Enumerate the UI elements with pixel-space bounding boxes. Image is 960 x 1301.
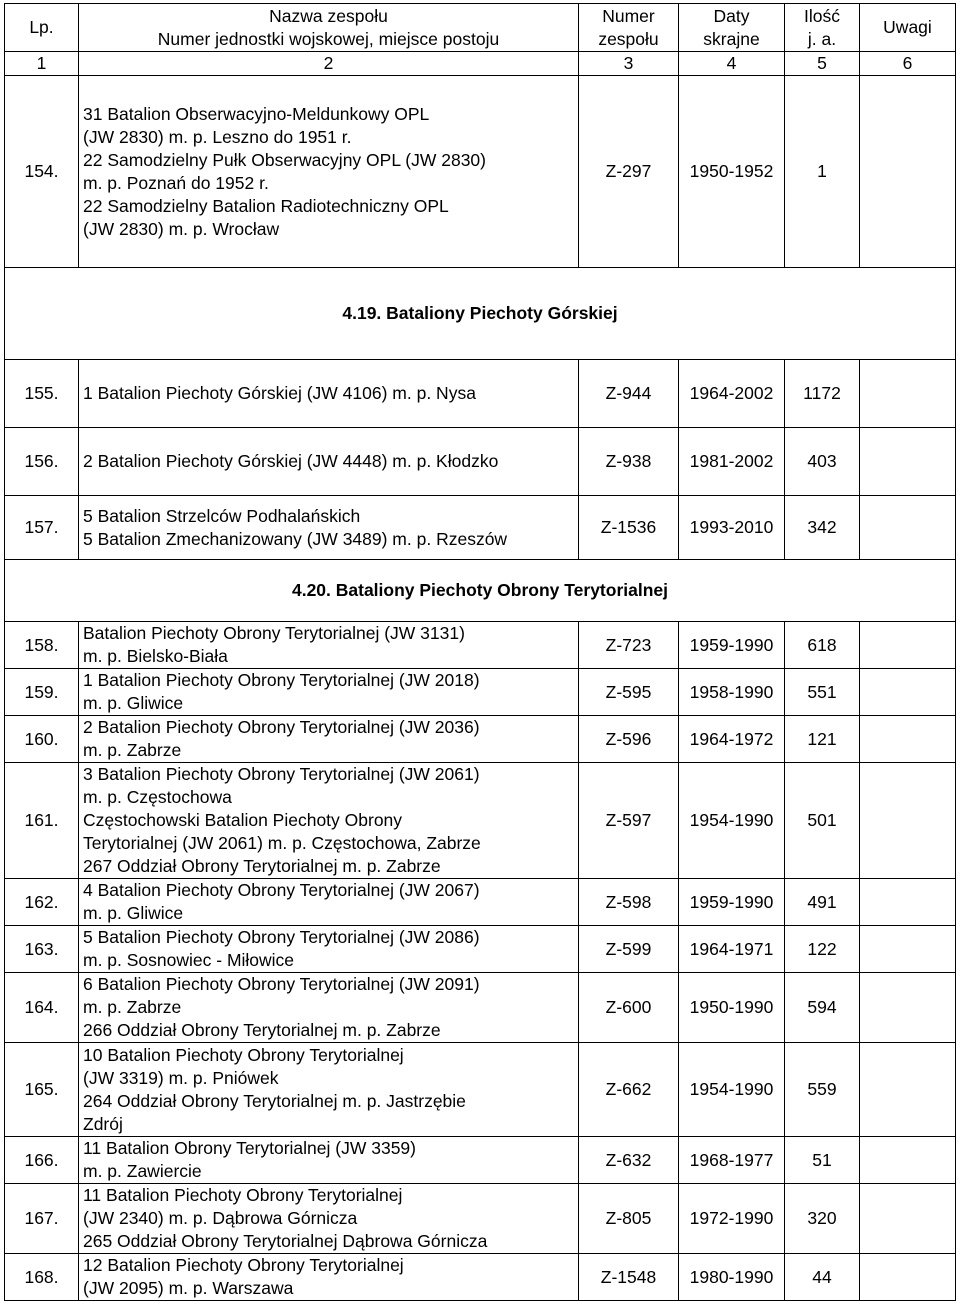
- header-row: [5, 4, 956, 52]
- row-name: 2 Batalion Piechoty Obrony Terytorialnej (JW 2036) m. p. Zabrze: [79, 716, 579, 763]
- row-number: Z-297: [579, 76, 679, 268]
- row-number: Z-1536: [579, 496, 679, 560]
- table-row: [5, 428, 956, 496]
- row-notes: [860, 496, 956, 560]
- row-quantity: 1172: [785, 360, 860, 428]
- section-row: [5, 268, 956, 360]
- header-quantity: Ilość j. a.: [785, 4, 860, 52]
- row-number: Z-598: [579, 879, 679, 926]
- row-notes: [860, 428, 956, 496]
- column-number: 4: [679, 52, 785, 76]
- row-dates: 1964-1972: [679, 716, 785, 763]
- row-quantity: 491: [785, 879, 860, 926]
- row-notes: [860, 879, 956, 926]
- row-lp: 156.: [5, 428, 79, 496]
- row-quantity: 342: [785, 496, 860, 560]
- row-name: 5 Batalion Strzelców Podhalańskich 5 Batalion Zmechanizowany (JW 3489) m. p. Rzeszów: [79, 496, 579, 560]
- row-notes: [860, 669, 956, 716]
- table-row: [5, 496, 956, 560]
- row-notes: [860, 76, 956, 268]
- table-row: [5, 926, 956, 973]
- row-number: Z-1548: [579, 1254, 679, 1301]
- row-quantity: 122: [785, 926, 860, 973]
- row-quantity: 594: [785, 973, 860, 1043]
- row-dates: 1993-2010: [679, 496, 785, 560]
- table-row: [5, 1254, 956, 1301]
- row-name: 1 Batalion Piechoty Obrony Terytorialnej (JW 2018) m. p. Gliwice: [79, 669, 579, 716]
- row-lp: 164.: [5, 973, 79, 1043]
- table-row: [5, 1184, 956, 1254]
- row-quantity: 403: [785, 428, 860, 496]
- row-name: 3 Batalion Piechoty Obrony Terytorialnej (JW 2061) m. p. Częstochowa Częstochowski Batalion Piechoty Obrony Terytorialnej (JW 2061) m. p. Częstochowa, Zabrze 267 Oddział Obrony Terytorialnej m. p. Zabrze: [79, 763, 579, 879]
- section-row: [5, 560, 956, 622]
- row-lp: 165.: [5, 1043, 79, 1137]
- row-number: Z-599: [579, 926, 679, 973]
- row-dates: 1981-2002: [679, 428, 785, 496]
- row-notes: [860, 716, 956, 763]
- column-number: 3: [579, 52, 679, 76]
- row-number: Z-805: [579, 1184, 679, 1254]
- row-lp: 159.: [5, 669, 79, 716]
- row-notes: [860, 973, 956, 1043]
- header-dates: Daty skrajne: [679, 4, 785, 52]
- table-row: [5, 879, 956, 926]
- table-row: [5, 360, 956, 428]
- row-number: Z-632: [579, 1137, 679, 1184]
- row-quantity: 501: [785, 763, 860, 879]
- row-dates: 1980-1990: [679, 1254, 785, 1301]
- row-notes: [860, 1043, 956, 1137]
- row-dates: 1950-1952: [679, 76, 785, 268]
- row-dates: 1950-1990: [679, 973, 785, 1043]
- row-notes: [860, 1254, 956, 1301]
- header-lp: Lp.: [5, 4, 79, 52]
- row-lp: 166.: [5, 1137, 79, 1184]
- row-notes: [860, 622, 956, 669]
- header-name: Nazwa zespołu Numer jednostki wojskowej, miejsce postoju: [79, 4, 579, 52]
- row-name: 11 Batalion Piechoty Obrony Terytorialnej (JW 2340) m. p. Dąbrowa Górnicza 265 Oddział Obrony Terytorialnej Dąbrowa Górnicza: [79, 1184, 579, 1254]
- header-notes: Uwagi: [860, 4, 956, 52]
- row-name: 12 Batalion Piechoty Obrony Terytorialnej (JW 2095) m. p. Warszawa: [79, 1254, 579, 1301]
- row-lp: 168.: [5, 1254, 79, 1301]
- row-lp: 162.: [5, 879, 79, 926]
- row-name: 1 Batalion Piechoty Górskiej (JW 4106) m. p. Nysa: [79, 360, 579, 428]
- row-dates: 1954-1990: [679, 763, 785, 879]
- row-number: Z-596: [579, 716, 679, 763]
- row-dates: 1959-1990: [679, 622, 785, 669]
- header-number: Numer zespołu: [579, 4, 679, 52]
- register-table: [4, 3, 956, 1301]
- row-dates: 1964-1971: [679, 926, 785, 973]
- row-number: Z-597: [579, 763, 679, 879]
- table-row: [5, 1137, 956, 1184]
- column-number: 1: [5, 52, 79, 76]
- row-notes: [860, 1137, 956, 1184]
- row-lp: 154.: [5, 76, 79, 268]
- row-notes: [860, 926, 956, 973]
- row-number: Z-662: [579, 1043, 679, 1137]
- row-lp: 157.: [5, 496, 79, 560]
- table-row: [5, 716, 956, 763]
- row-quantity: 320: [785, 1184, 860, 1254]
- row-name: 31 Batalion Obserwacyjno-Meldunkowy OPL (JW 2830) m. p. Leszno do 1951 r. 22 Samodzielny Pułk Obserwacyjny OPL (JW 2830) m. p. Poznań do 1952 r. 22 Samodzielny Batalion Radiotechniczny OPL (JW 2830) m. p. Wrocław: [79, 76, 579, 268]
- row-notes: [860, 360, 956, 428]
- row-notes: [860, 1184, 956, 1254]
- row-number: Z-938: [579, 428, 679, 496]
- column-number: 5: [785, 52, 860, 76]
- row-name: 10 Batalion Piechoty Obrony Terytorialnej (JW 3319) m. p. Pniówek 264 Oddział Obrony Terytorialnej m. p. Jastrzębie Zdrój: [79, 1043, 579, 1137]
- row-lp: 160.: [5, 716, 79, 763]
- column-number-row: [5, 52, 956, 76]
- row-quantity: 1: [785, 76, 860, 268]
- table-row: [5, 76, 956, 268]
- row-lp: 158.: [5, 622, 79, 669]
- table-row: [5, 1043, 956, 1137]
- row-quantity: 44: [785, 1254, 860, 1301]
- row-quantity: 51: [785, 1137, 860, 1184]
- row-name: 11 Batalion Obrony Terytorialnej (JW 3359) m. p. Zawiercie: [79, 1137, 579, 1184]
- row-name: 6 Batalion Piechoty Obrony Terytorialnej (JW 2091) m. p. Zabrze 266 Oddział Obrony Terytorialnej m. p. Zabrze: [79, 973, 579, 1043]
- row-quantity: 551: [785, 669, 860, 716]
- row-number: Z-723: [579, 622, 679, 669]
- row-lp: 155.: [5, 360, 79, 428]
- row-name: 5 Batalion Piechoty Obrony Terytorialnej (JW 2086) m. p. Sosnowiec - Miłowice: [79, 926, 579, 973]
- table-row: [5, 669, 956, 716]
- row-quantity: 559: [785, 1043, 860, 1137]
- row-number: Z-595: [579, 669, 679, 716]
- row-lp: 167.: [5, 1184, 79, 1254]
- row-lp: 163.: [5, 926, 79, 973]
- row-number: Z-600: [579, 973, 679, 1043]
- table-row: [5, 763, 956, 879]
- column-number: 6: [860, 52, 956, 76]
- row-quantity: 618: [785, 622, 860, 669]
- row-dates: 1954-1990: [679, 1043, 785, 1137]
- row-lp: 161.: [5, 763, 79, 879]
- row-quantity: 121: [785, 716, 860, 763]
- row-name: 4 Batalion Piechoty Obrony Terytorialnej (JW 2067) m. p. Gliwice: [79, 879, 579, 926]
- table-row: [5, 622, 956, 669]
- row-dates: 1968-1977: [679, 1137, 785, 1184]
- section-title: 4.19. Bataliony Piechoty Górskiej: [5, 268, 956, 360]
- row-dates: 1964-2002: [679, 360, 785, 428]
- column-number: 2: [79, 52, 579, 76]
- row-dates: 1972-1990: [679, 1184, 785, 1254]
- table-row: [5, 973, 956, 1043]
- row-notes: [860, 763, 956, 879]
- row-dates: 1959-1990: [679, 879, 785, 926]
- row-dates: 1958-1990: [679, 669, 785, 716]
- section-title: 4.20. Bataliony Piechoty Obrony Terytorialnej: [5, 560, 956, 622]
- row-name: Batalion Piechoty Obrony Terytorialnej (JW 3131) m. p. Bielsko-Biała: [79, 622, 579, 669]
- row-name: 2 Batalion Piechoty Górskiej (JW 4448) m. p. Kłodzko: [79, 428, 579, 496]
- row-number: Z-944: [579, 360, 679, 428]
